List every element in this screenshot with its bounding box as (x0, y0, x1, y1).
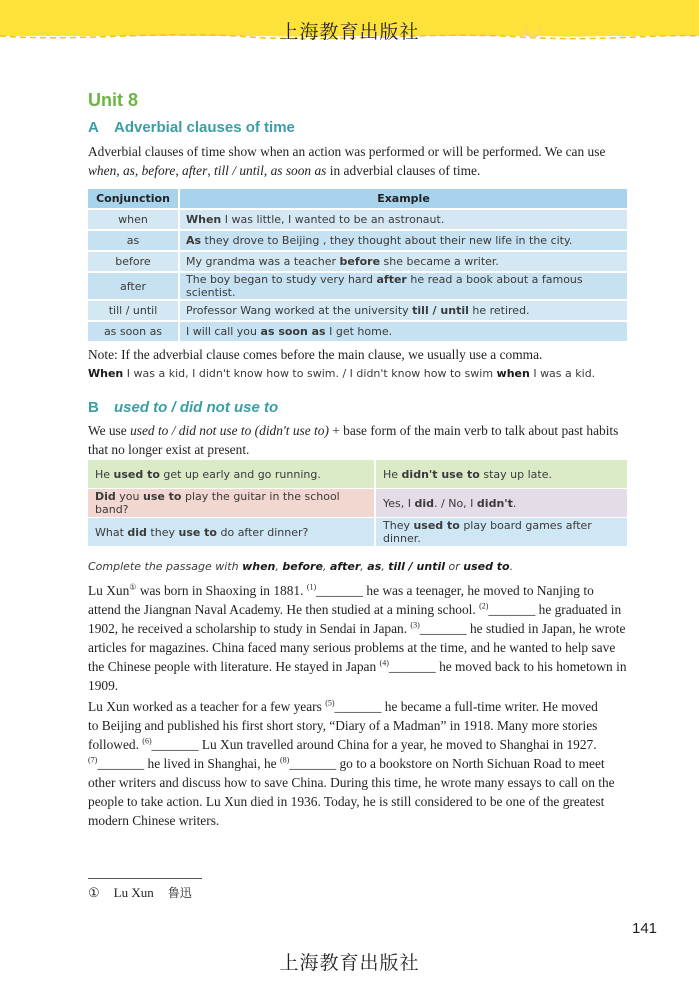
section-b-letter: B (88, 399, 99, 416)
passage-text: _______ Lu Xun travelled around China for a year, he moved to Shanghai in 1927. (151, 737, 597, 752)
table-row (88, 210, 627, 229)
passage-text: 1902, he received a scholarship to study in Sendai in Japan. (88, 621, 411, 636)
passage-line (88, 735, 628, 754)
cell-keyword: did (414, 496, 435, 510)
footnote-chinese: 鲁迅 (167, 886, 192, 900)
example-keyword: When (186, 213, 222, 226)
section-a-intro-line1: Adverbial clauses of time show when an action was performed or will be performed. We can use (88, 144, 606, 159)
footnote-english: Lu Xun (113, 885, 154, 900)
note-example-text: I was a kid, I didn't know how to swim. / I didn't know how to swim (123, 367, 497, 380)
passage-line: other writers and discuss how to save China. During this time, he wrote many essays to call on the (88, 775, 615, 790)
header-conjunction: Conjunction (88, 189, 180, 208)
section-a-intro-line2: when, as, before, after, till / until, as soon as in adverbial clauses of time. (88, 163, 481, 178)
example-cell (180, 210, 627, 229)
passage-text: Lu Xun worked as a teacher for a few years (88, 699, 326, 714)
cell-keyword: used to (113, 467, 160, 481)
instruction-word: as (367, 560, 382, 573)
cell-text: play the guitar in the school band? (95, 490, 340, 516)
example-cell (180, 301, 627, 320)
instruction-word: used to (463, 560, 510, 573)
passage-text: attend the Jiangnan Naval Academy. He then studied at a mining school. (88, 602, 480, 617)
note-text: Note: If the adverbial clause comes before the main clause, we usually use a comma. (88, 347, 543, 362)
conjunction-cell: when (88, 210, 180, 229)
example-keyword: after (376, 273, 407, 286)
blank-number: (2) (479, 601, 489, 611)
intro-text: + base form of the main verb to talk about past habits (328, 423, 619, 438)
example-cell (180, 322, 627, 341)
conjunction-cell: as (88, 231, 180, 250)
used-to-cell (88, 460, 376, 489)
intro-italic: used to / did not use to (didn't use to) (130, 423, 329, 438)
cell-keyword: use to (178, 525, 217, 539)
note-example (88, 364, 628, 383)
blank-number: (5) (325, 698, 335, 708)
section-b-intro-line2: that no longer exist at present. (88, 442, 250, 457)
passage-text: _______ he lived in Shanghai, he (97, 756, 280, 771)
conj-before-italic: before (141, 163, 176, 178)
footnote (88, 884, 206, 901)
intro-tail: in adverbial clauses of time. (326, 163, 481, 178)
cell-text: What (95, 525, 128, 539)
cell-keyword: did (127, 525, 147, 539)
passage-text: was born in Shaoxing in 1881. (136, 583, 307, 598)
conj-assoonas-italic: as soon as (270, 163, 327, 178)
conjunction-cell: as soon as (88, 322, 180, 341)
cell-text: they (146, 525, 179, 539)
header-example: Example (180, 189, 627, 208)
example-text: Professor Wang worked at the university (186, 304, 413, 317)
cell-text: do after dinner? (216, 525, 309, 539)
cell-text: . / No, I (434, 496, 477, 510)
cell-keyword: used to (413, 519, 460, 532)
instruction-word: till / until (388, 560, 445, 573)
passage-text: _______ he studied in Japan, he wrote (419, 621, 626, 636)
footnote-marker: ① (129, 582, 137, 592)
cell-keyword: didn't use to (401, 467, 480, 481)
exercise-instruction: Complete the passage with when, before, after, as, till / until or used to. (88, 560, 514, 573)
example-keyword: till / until (412, 304, 469, 317)
conjunction-table-header (88, 189, 627, 208)
instruction-text: or (445, 560, 464, 573)
footnote-divider (88, 878, 202, 879)
table-row (88, 301, 627, 320)
section-a-heading (88, 119, 295, 136)
cell-text: play board games after dinner. (383, 519, 592, 545)
note-example-keyword: When (88, 367, 124, 380)
passage-line (88, 657, 628, 676)
table-row (88, 273, 627, 299)
conj-till-italic: till / until (214, 163, 264, 178)
section-b-intro-line1 (88, 421, 628, 440)
passage-paragraph-1 (88, 581, 628, 695)
conjunction-cell: till / until (88, 301, 180, 320)
table-row (88, 231, 627, 250)
cell-keyword: Did (95, 490, 116, 503)
passage-text: _______ he became a full-time writer. He moved (334, 699, 598, 714)
note-example-text: I was a kid. (529, 367, 596, 380)
example-text: I get home. (325, 325, 393, 338)
section-b-heading (88, 399, 278, 416)
instruction-word: when (242, 560, 276, 573)
example-text: they drove to Beijing , they thought about their new life in the city. (201, 234, 573, 247)
section-a-intro (88, 142, 628, 180)
blank-number: (4) (379, 658, 389, 668)
example-text: The boy began to study very hard (186, 273, 377, 286)
publisher-watermark-top: 上海教育出版社 (279, 21, 420, 43)
footnote-mark: ① (88, 885, 100, 900)
table-row (88, 252, 627, 271)
example-cell (180, 231, 627, 250)
passage-text: _______ go to a bookstore on North Sichuan Road to meet (289, 756, 605, 771)
example-text: he retired. (468, 304, 530, 317)
passage-line: people to take action. Lu Xun died in 1936. Today, he is still considered to be one of the greatest (88, 794, 605, 809)
passage-line (88, 600, 628, 619)
page-number: 141 (632, 920, 658, 937)
passage-line (88, 581, 628, 600)
passage-line: modern Chinese writers. (88, 813, 220, 828)
passage-paragraph-2 (88, 697, 628, 830)
conj-as-italic: as (122, 163, 135, 178)
table-row (88, 489, 627, 518)
instruction-text: . (509, 560, 514, 573)
cell-text: you (115, 490, 143, 503)
blank-number: (3) (410, 620, 420, 630)
publisher-watermark-bottom: 上海教育出版社 (279, 952, 420, 974)
cell-text: Yes, I (383, 496, 415, 510)
conj-after-italic: after (182, 163, 208, 178)
intro-text: We use (88, 423, 131, 438)
example-text: I will call you (186, 325, 261, 338)
cell-text: They (383, 519, 414, 532)
example-keyword: before (339, 255, 381, 268)
section-b-title: used to / did not use to (114, 399, 279, 416)
passage-text: Lu Xun (88, 583, 130, 598)
table-row (88, 518, 627, 547)
cell-keyword: use to (143, 490, 182, 503)
passage-text: the Chinese people with literature. He stayed in Japan (88, 659, 380, 674)
cell-text: He (383, 467, 402, 481)
passage-text: _______ he was a teenager, he moved to Nanjing to (316, 583, 594, 598)
passage-line: articles for magazines. China faced many serious problems at the time, and he wanted to help save (88, 640, 616, 655)
example-keyword: As (186, 234, 202, 247)
used-to-cell (376, 518, 627, 547)
cell-text: get up early and go running. (159, 467, 321, 481)
used-to-table (88, 460, 627, 547)
unit-title: Unit 8 (88, 90, 139, 110)
passage-text: followed. (88, 737, 143, 752)
instruction-text: Complete the passage with (88, 560, 243, 573)
instruction-word: before (282, 560, 323, 573)
blank-number: (7) (88, 755, 98, 765)
conjunction-cell: before (88, 252, 180, 271)
example-keyword: as soon as (260, 325, 326, 338)
passage-line (88, 619, 628, 638)
example-text: he read a book about a famous scientist. (186, 273, 583, 299)
used-to-cell (376, 489, 627, 518)
used-to-cell (376, 460, 627, 489)
example-cell (180, 252, 627, 271)
passage-line (88, 697, 628, 716)
cell-text: stay up late. (479, 467, 552, 481)
cell-text: . (512, 496, 517, 510)
blank-number: (6) (142, 736, 152, 746)
table-row (88, 322, 627, 341)
section-b-intro (88, 421, 628, 459)
cell-keyword: didn't (476, 496, 513, 510)
passage-line (88, 754, 628, 773)
passage-line: 1909. (88, 678, 119, 693)
section-a-letter: A (88, 119, 99, 136)
table-row (88, 460, 627, 489)
section-a-title: Adverbial clauses of time (114, 119, 295, 136)
section-a-note (88, 345, 628, 383)
conjunction-cell: after (88, 273, 180, 299)
example-cell (180, 273, 627, 299)
passage-text: _______ he moved back to his hometown in (388, 659, 627, 674)
conjunction-table (88, 187, 627, 343)
cell-text: He (95, 467, 114, 481)
used-to-cell (88, 489, 376, 518)
passage-text: _______ he graduated in (488, 602, 622, 617)
note-example-keyword: when (496, 367, 530, 380)
passage-line: to Beijing and published his first short story, “Diary of a Madman” in 1918. Many more stories (88, 718, 598, 733)
blank-number: (8) (279, 755, 290, 765)
conj-when-italic: when (88, 163, 117, 178)
used-to-cell (88, 518, 376, 547)
example-text: My grandma was a teacher (186, 255, 340, 268)
blank-number: (1) (306, 582, 317, 592)
instruction-word: after (329, 560, 361, 573)
example-text: I was little, I wanted to be an astronaut. (221, 213, 445, 226)
example-text: she became a writer. (380, 255, 499, 268)
